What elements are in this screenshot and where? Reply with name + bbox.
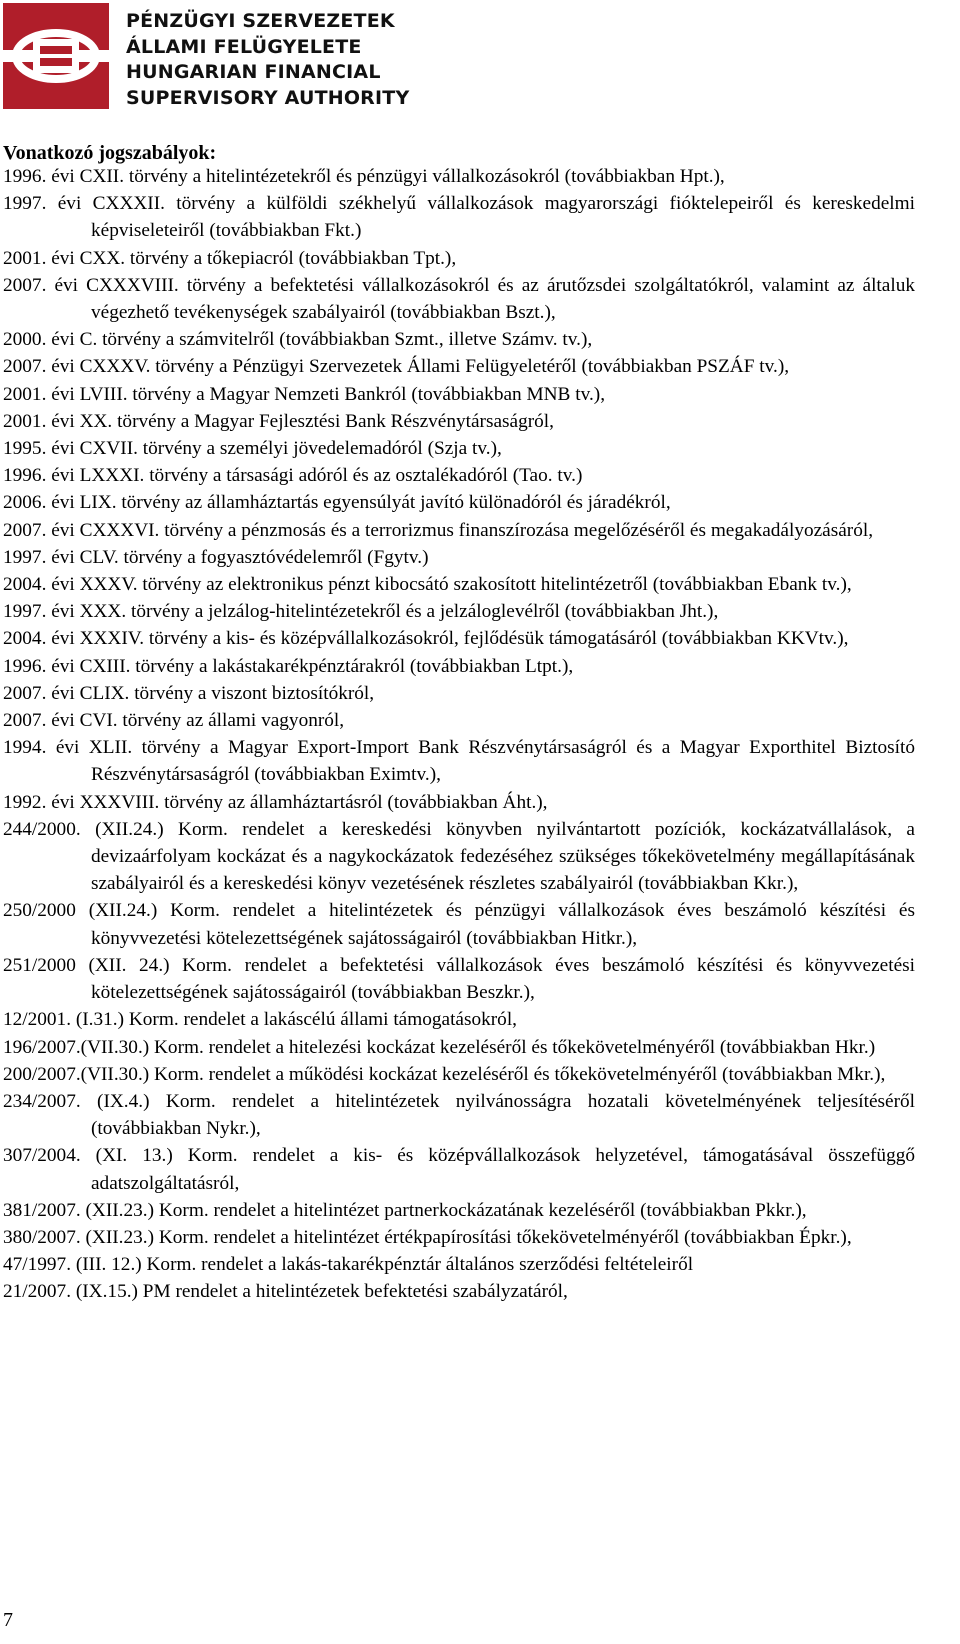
law-item: 2006. évi LIX. törvény az államháztartás egyensúlyát javító különadóról és járadékról,: [3, 492, 671, 514]
law-item: 2007. évi CXXXVI. törvény a pénzmosás és a terrorizmus finanszírozása megelőzéséről és megakadályozásáról,: [3, 519, 874, 541]
law-item: 2007. évi CXXXVIII. törvény a befektetési vállalkozásokról és az árutőzsdei szolgáltatókról, valamint az általuk végezhető tevékenységek szabályairól (továbbiakban Bszt.),: [3, 274, 915, 324]
law-item: 47/1997. (III. 12.) Korm. rendelet a lakás-takarékpénztár általános szerződési feltételeiről: [3, 1254, 694, 1276]
org-name-line: ÁLLAMI FELÜGYELETE: [126, 35, 362, 58]
law-item: 1997. évi CLV. törvény a fogyasztóvédelemről (Fgytv.): [3, 546, 429, 568]
law-item: 12/2001. (I.31.) Korm. rendelet a lakáscélú állami támogatásokról,: [3, 1009, 518, 1031]
law-item: 1996. évi LXXXI. törvény a társasági adóról és az osztalékadóról (Tao. tv.): [3, 465, 583, 487]
law-item: 200/2007.(VII.30.) Korm. rendelet a működési kockázat kezeléséről és tőkekövetelményéről (továbbiakban Mkr.),: [3, 1063, 886, 1085]
section-title: Vonatkozó jogszabályok:: [3, 142, 217, 164]
law-item: 2007. évi CVI. törvény az állami vagyonról,: [3, 710, 345, 732]
law-item: 1996. évi CXII. törvény a hitelintézetekről és pénzügyi vállalkozásokról (továbbiakban Hpt.),: [3, 166, 725, 187]
law-item: 2007. évi CXXXV. törvény a Pénzügyi Szervezetek Állami Felügyeletéről (továbbiakban PSZÁF tv.),: [3, 356, 790, 378]
law-item: 1994. évi XLII. törvény a Magyar Export-Import Bank Részvénytársaságról és a Magyar Exporthitel Biztosító Részvénytársaságról (továbbiakban Eximtv.),: [3, 737, 915, 786]
law-item: 196/2007.(VII.30.) Korm. rendelet a hitelezési kockázat kezeléséről és tőkekövetelményéről (továbbiakban Hkr.): [3, 1036, 876, 1058]
org-name-line: PÉNZÜGYI SZERVEZETEK: [126, 10, 395, 32]
law-item: 1997. évi CXXXII. törvény a külföldi székhelyű vállalkozások magyarországi fióktelepeiről és kereskedelmi képviseleteiről (továbbiakban Fkt.): [3, 193, 915, 242]
law-item: 2001. évi XX. törvény a Magyar Fejlesztési Bank Részvénytársaságról,: [3, 410, 554, 432]
law-item: 381/2007. (XII.23.) Korm. rendelet a hitelintézet partnerkockázatának kezeléséről (továbbiakban Pkkr.),: [3, 1199, 807, 1221]
page-number: 7: [3, 1609, 13, 1631]
law-item: 380/2007. (XII.23.) Korm. rendelet a hitelintézet értékpapírosítási tőkekövetelményéről (továbbiakban Épkr.),: [3, 1226, 852, 1248]
org-name-line: SUPERVISORY AUTHORITY: [126, 86, 410, 109]
law-item: 21/2007. (IX.15.) PM rendelet a hitelintézetek befektetési szabályzatáról,: [3, 1281, 568, 1303]
organization-name: [126, 9, 409, 111]
law-item: 1995. évi CXVII. törvény a személyi jövedelemadóról (Szja tv.),: [3, 438, 502, 460]
law-item: 2000. évi C. törvény a számvitelről (továbbiakban Szmt., illetve Számv. tv.),: [3, 329, 593, 351]
law-item: 1997. évi XXX. törvény a jelzálog-hitelintézetekről és a jelzáloglevélről (továbbiakban Jht.),: [3, 601, 719, 623]
law-item: 1992. évi XXXVIII. törvény az államháztartásról (továbbiakban Áht.),: [3, 791, 548, 813]
law-item: 2004. évi XXXV. törvény az elektronikus pénzt kibocsátó szakosított hitelintézetről (továbbiakban Ebank tv.),: [3, 574, 852, 596]
law-item: 244/2000. (XII.24.) Korm. rendelet a kereskedési könyvben nyilvántartott pozíciók, kockázatvállalások, a devizaárfolyam kockázat és a nagykockázatok fedezéséhez szükséges tőkekövetelmény megállapításának szabályairól és a kereskedési könyv vezetésének részletes szabályairól (továbbiakban Kkr.),: [3, 818, 915, 895]
law-item: 251/2000 (XII. 24.) Korm. rendelet a befektetési vállalkozások éves beszámoló készítési és könyvvezetési kötelezettségének sajátosságairól (továbbiakban Beszkr.),: [3, 954, 915, 1004]
law-item: 2001. évi LVIII. törvény a Magyar Nemzeti Bankról (továbbiakban MNB tv.),: [3, 383, 606, 405]
law-item: 234/2007. (IX.4.) Korm. rendelet a hitelintézetek nyilvánosságra hozatali követelményének teljesítéséről (továbbiakban Nykr.),: [3, 1090, 915, 1140]
org-name-line: HUNGARIAN FINANCIAL: [126, 61, 381, 83]
law-list: [3, 163, 915, 1306]
law-item: 2004. évi XXXIV. törvény a kis- és középvállalkozásokról, fejlődésük támogatásáról (továbbiakban KKVtv.),: [3, 628, 849, 650]
law-item: 250/2000 (XII.24.) Korm. rendelet a hitelintézetek és pénzügyi vállalkozások éves beszámoló készítési és könyvvezetési kötelezettségének sajátosságairól (továbbiakban Hitkr.),: [3, 900, 915, 949]
law-item: 307/2004. (XI. 13.) Korm. rendelet a kis- és középvállalkozások helyzetével, támogatásával összefüggő adatszolgáltatásról,: [3, 1145, 915, 1194]
page-header: [3, 3, 409, 109]
law-item: 2007. évi CLIX. törvény a viszont biztosítókról,: [3, 682, 375, 704]
law-item: 1996. évi CXIII. törvény a lakástakarékpénztárakról (továbbiakban Ltpt.),: [3, 655, 574, 677]
law-item: 2001. évi CXX. törvény a tőkepiacról (továbbiakban Tpt.),: [3, 247, 457, 269]
psza-logo-icon: [3, 3, 109, 109]
